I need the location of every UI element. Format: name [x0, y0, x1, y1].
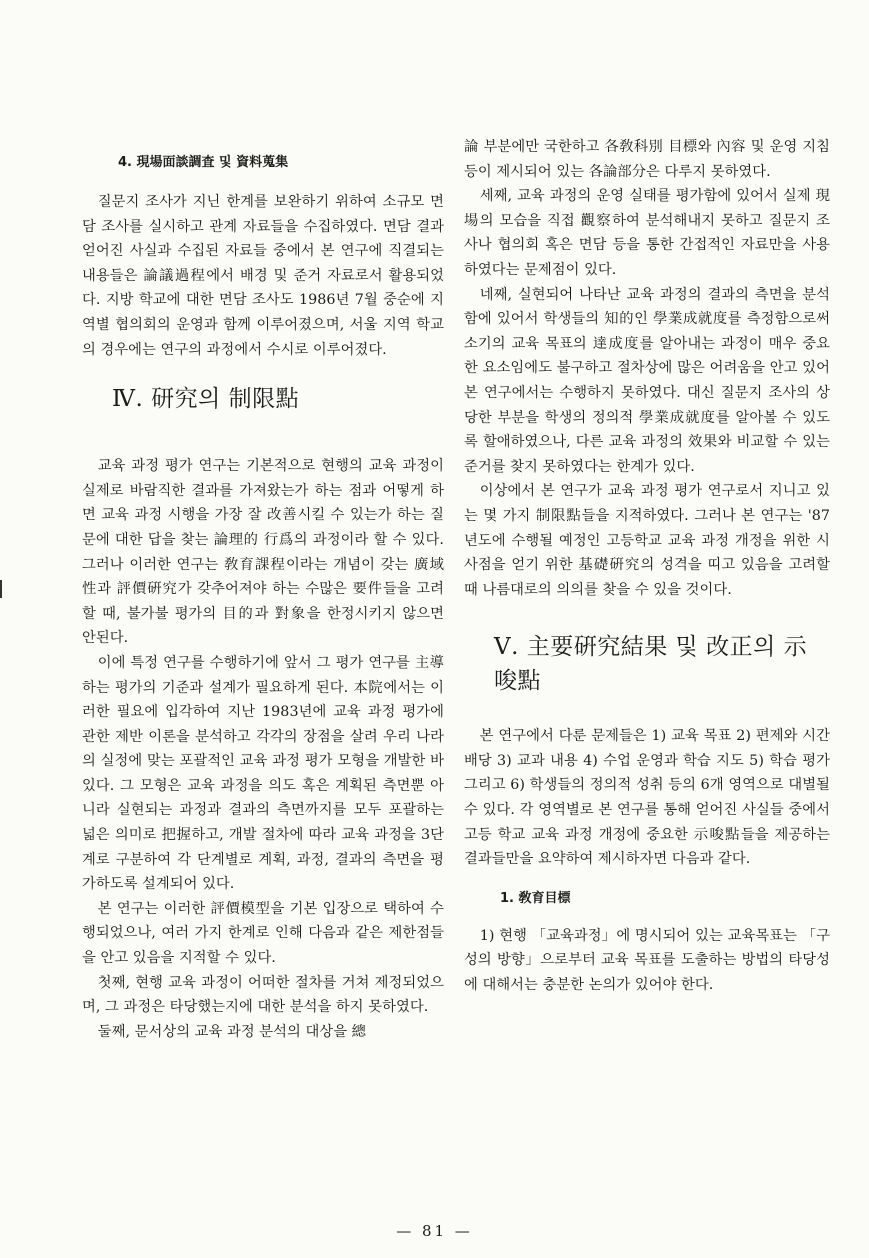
paragraph-interview-survey: 질문지 조사가 지닌 한계를 보완하기 위하여 소규모 면담 조사를 실시하고 관계 자료들을 수집하였다. 면담 결과 얻어진 사실과 수집된 자료들 중에서 본 연구에 직결되는 내용들은 論議過程에서 배경 및 준거 자료로서 활용되었다. 지방 학교에 대한 면담 조사도 1986년 7월 중순에 지역별 협의회의 운영과 함께 이루어졌으며, 서울 지역 학교의 경우에는 연구의 과정에서 수시로 이루어졌다. [82, 194, 444, 358]
section-heading-v: Ⅴ. 主要硏究結果 및 改正의 示唆點 [494, 634, 808, 695]
section-heading-iv: Ⅳ. 研究의 制限點 [112, 386, 300, 413]
paragraph-limitations-summary: 이상에서 본 연구가 교육 과정 평가 연구로서 지니고 있는 몇 가지 制限點들을 지적하였다. 그러나 본 연구는 '87년도에 수행될 예정인 고등학교 교육 과정 개정을 위한 시사점을 얻기 위한 基礎硏究의 성격을 띠고 있음을 고려할 때 나름대로의 의의를 찾을 수 있을 것이다. [464, 483, 830, 598]
paragraph-second-limitation: 둘째, 문서상의 교육 과정 분석의 대상을 總 [97, 1023, 366, 1040]
paragraph-limitations-intro: 교육 과정 평가 연구는 기본적으로 현행의 교육 과정이 실제로 바람직한 결과를 가져왔는가 하는 점과 어떻게 하면 교육 과정 시행을 가장 잘 改善시킬 수 있는가 하는 질문에 대한 답을 찾는 論理的 行爲의 과정이라 할 수 있다. 그러나 이러한 연구는 敎育課程이라는 개념이 갖는 廣域性과 評價硏究가 갖추어져야 하는 수많은 要件들을 고려할 때, 불가불 평가의 目的과 對象을 한정시키지 않으면 안된다. [82, 458, 444, 647]
subsection-heading-1: 1. 敎育目標 [500, 890, 571, 906]
paragraph-fourth-limitation: 네째, 실현되어 나타난 교육 과정의 결과의 측면을 분석함에 있어서 학생들의 知的인 學業成就度를 측정함으로써 소기의 교육 목표의 達成度를 알아내는 과정이 매우 중요한 요소임에도 불구하고 절차상에 많은 어려움을 안고 있어 본 연구에서는 수행하지 못하였다. 대신 질문지 조사의 상당한 부분을 학생의 정의적 學業成就度를 알아볼 수 있도록 할애하였으나, 다른 교육 과정의 效果와 비교할 수 있는 준거를 찾지 못하였다는 한계가 있다. [464, 286, 830, 475]
left-column [82, 152, 444, 1044]
page-number: — 81 — [396, 1222, 473, 1240]
paragraph-evaluation-model: 이에 특정 연구를 수행하기에 앞서 그 평가 연구를 主導하는 평가의 기준과 설계가 필요하게 된다. 本院에서는 이러한 필요에 입각하여 지난 1983년에 교육 과정 평가에 관한 제반 이론을 분석하고 각각의 장점을 살려 우리 나라의 실정에 맞는 포괄적인 교육 과정 평가 모형을 개발한 바 있다. 그 모형은 교육 과정을 의도 혹은 계획된 측면뿐 아니라 실현되는 과정과 결과의 측면까지를 모두 포괄하는 넓은 의미로 把握하고, 개발 절차에 따라 교육 과정을 3단계로 구분하여 각 단계별로 계획, 과정, 결과의 측면을 평가하도록 설계되어 있다. [82, 654, 444, 893]
subsection-heading-4: 4. 現場面談調査 및 資料蒐集 [118, 155, 289, 170]
right-column [464, 135, 830, 998]
margin-mark [0, 580, 2, 598]
paragraph-limitations-list: 본 연구는 이러한 評價模型을 기본 입장으로 택하여 수행되었으나, 여러 가지 한계로 인해 다음과 같은 제한점들을 안고 있음을 지적할 수 있다. [82, 900, 444, 967]
paragraph-continued: 論 부분에만 국한하고 各敎科別 目標와 內容 및 운영 지침 등이 제시되어 있는 各論部分은 다루지 못하였다. [464, 139, 830, 180]
paragraph-education-goals: 1) 현행 「교육과정」에 명시되어 있는 교육목표는 「구성의 방향」으로부터 교육 목표를 도출하는 방법의 타당성에 대해서는 충분한 논의가 있어야 한다. [464, 927, 830, 994]
paragraph-main-findings: 본 연구에서 다룬 문제들은 1) 교육 목표 2) 편제와 시간 배당 3) 교과 내용 4) 수업 운영과 학습 지도 5) 학습 평가 그리고 6) 학생들의 정의적 성취 등의 6개 영역으로 대별될 수 있다. 각 영역별로 본 연구를 통해 얻어진 사실들 중에서 고등 학교 교육 과정 개정에 중요한 示唆點들을 제공하는 결과들만을 요약하여 제시하자면 다음과 같다. [464, 728, 830, 868]
paragraph-first-limitation: 첫째, 현행 교육 과정이 어떠한 절차를 거쳐 제정되었으며, 그 과정은 타당했는지에 대한 분석을 하지 못하였다. [82, 974, 444, 1016]
paragraph-third-limitation: 세째, 교육 과정의 운영 실태를 평가함에 있어서 실제 現場의 모습을 직접 觀察하여 분석해내지 못하고 질문지 조사나 협의회 혹은 면담 등을 통한 간접적인 자료만을 사용하였다는 문제점이 있다. [464, 188, 830, 278]
